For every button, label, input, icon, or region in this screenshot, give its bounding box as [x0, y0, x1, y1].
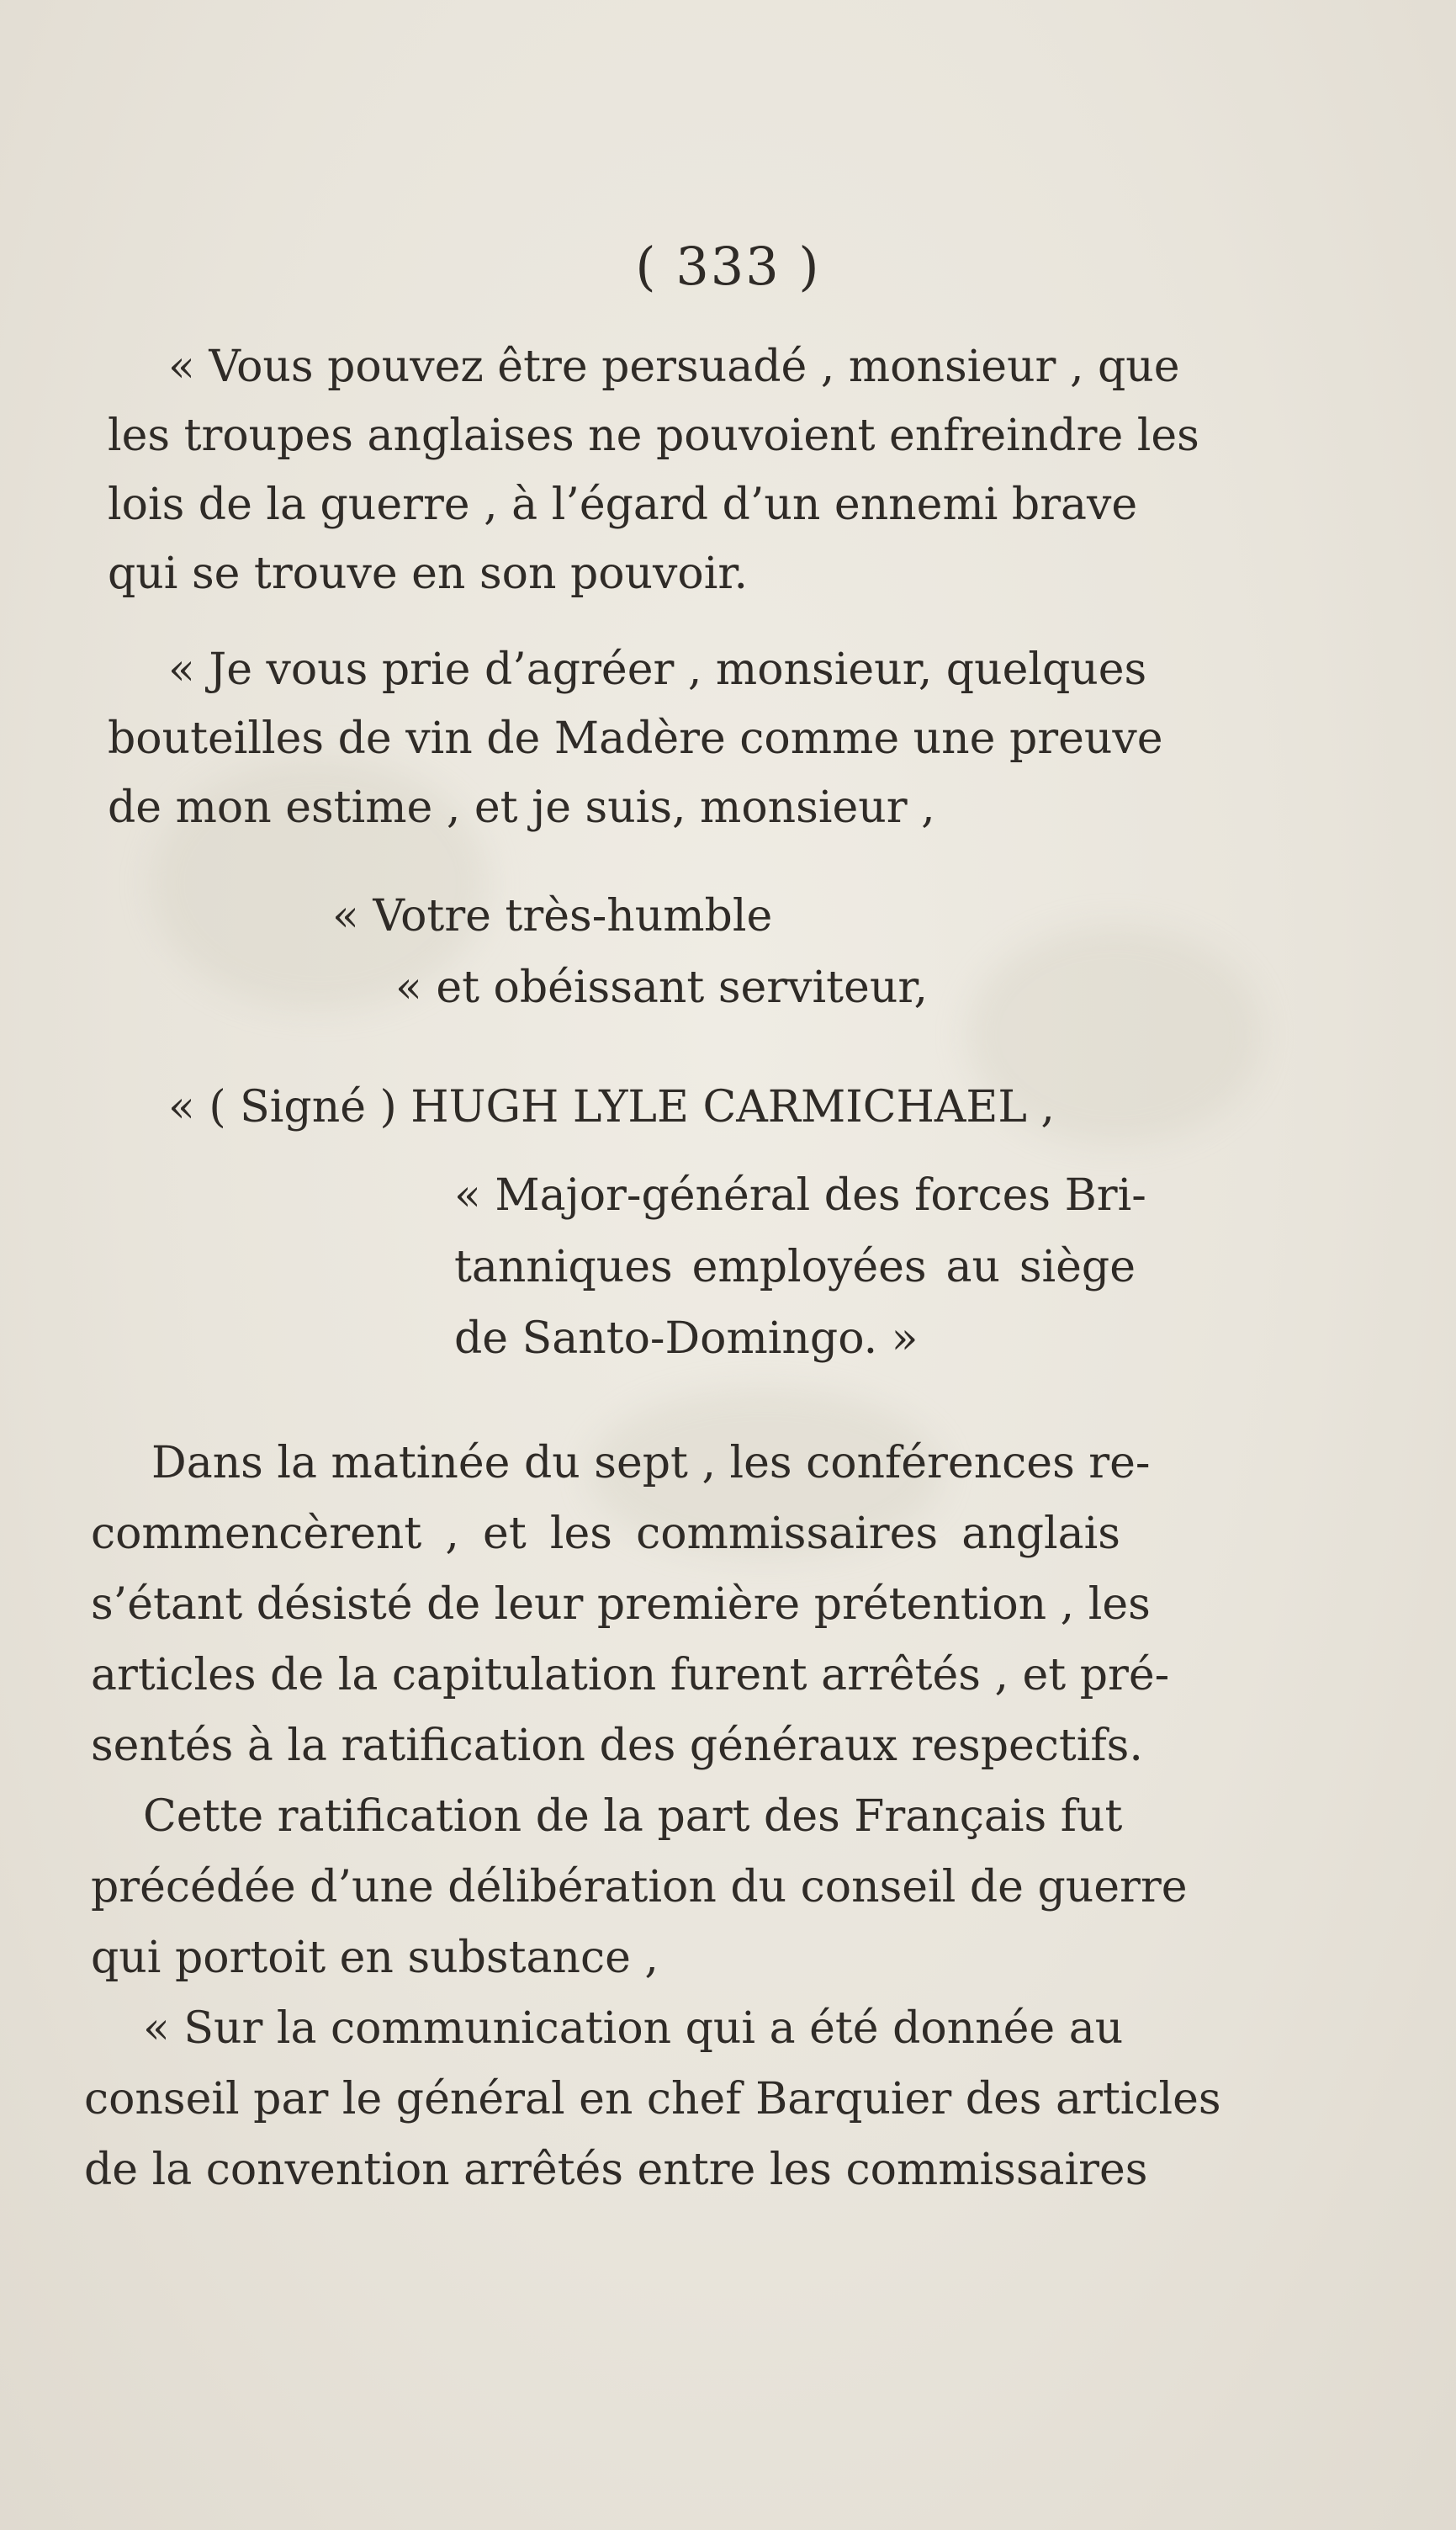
text-line: de la convention arrêtés entre les commissaires	[84, 2145, 1148, 2195]
signature-title: de Santo-Domingo. »	[454, 1313, 919, 1364]
page-number: ( 333 )	[635, 236, 821, 297]
text-line: « Je vous prie d’agréer , monsieur, quelques	[168, 644, 1147, 695]
closing-line: « Votre très-humble	[332, 891, 773, 941]
text-line: qui portoit en substance ,	[91, 1933, 659, 1983]
text-line: s’étant désisté de leur première prétention , les	[91, 1579, 1151, 1630]
text-line: « Vous pouvez être persuadé , monsieur , que	[168, 342, 1180, 392]
text-line: commencèrent , et les commissaires anglais	[91, 1509, 1120, 1559]
text-line: Cette ratification de la part des Français fut	[143, 1791, 1123, 1842]
text-line: de mon estime , et je suis, monsieur ,	[108, 782, 935, 833]
text-line: lois de la guerre , à l’égard d’un ennemi brave	[108, 480, 1138, 530]
signature-title: « Major-général des forces Bri-	[454, 1170, 1146, 1221]
text-line: conseil par le général en chef Barquier des articles	[84, 2074, 1221, 2124]
text-line: bouteilles de vin de Madère comme une preuve	[108, 713, 1163, 764]
signature-title: tanniques employées au siège	[454, 1242, 1136, 1292]
text-line: articles de la capitulation furent arrêtés , et pré-	[91, 1650, 1170, 1700]
text-line: précédée d’une délibération du conseil de guerre	[91, 1862, 1188, 1912]
text-line: « Sur la communication qui a été donnée au	[143, 2003, 1124, 2054]
text-line: les troupes anglaises ne pouvoient enfreindre les	[108, 411, 1199, 461]
closing-line: « et obéissant serviteur,	[395, 963, 928, 1013]
text-line: Dans la matinée du sept , les conférences re-	[151, 1438, 1151, 1488]
text-line: qui se trouve en son pouvoir.	[108, 549, 749, 599]
text-line: sentés à la ratification des généraux respectifs.	[91, 1721, 1143, 1771]
signature-line: « ( Signé ) HUGH LYLE CARMICHAEL ,	[168, 1082, 1055, 1132]
